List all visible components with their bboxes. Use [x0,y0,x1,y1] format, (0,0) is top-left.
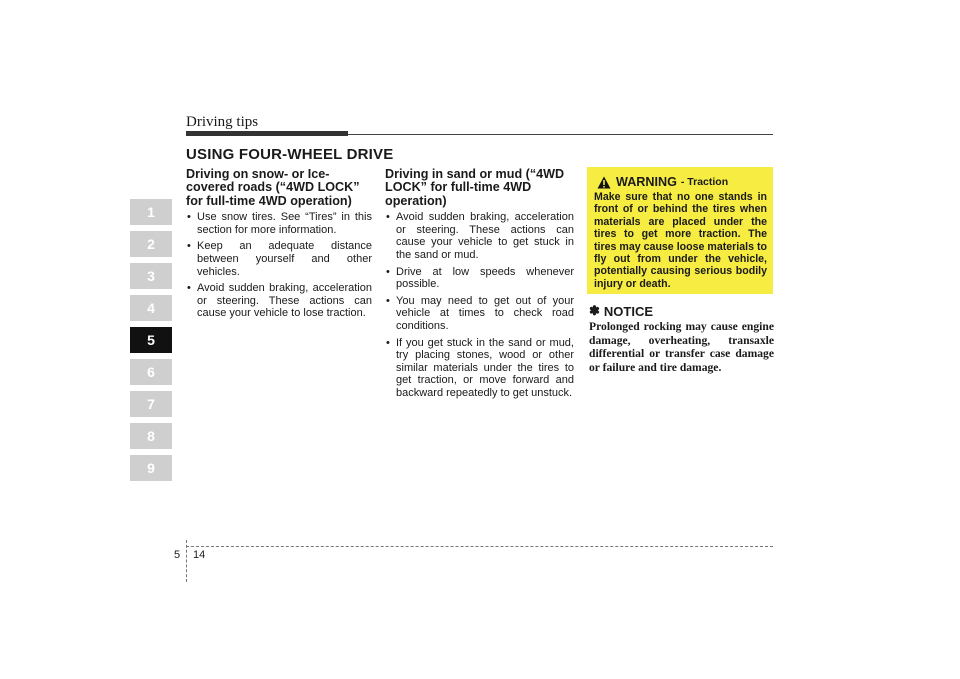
list-item: • Drive at low speeds whenever possible. [385,266,574,291]
chapter-tab-7[interactable] [130,391,172,417]
notice-asterisk-icon: ✽ [589,303,600,318]
chapter-tab-5[interactable] [130,327,172,353]
list-item: • Use snow tires. See “Tires” in this section for more information. [186,211,372,236]
sand-bullet-list [385,211,574,399]
section-title: USING FOUR-WHEEL DRIVE [186,146,394,163]
chapter-tab-label: 6 [147,364,155,380]
chapter-tab-label: 3 [147,268,155,284]
chapter-tab-label: 2 [147,236,155,252]
chapter-tab-8[interactable] [130,423,172,449]
list-item: • Keep an adequate distance between yourself and other vehicles. [186,240,372,278]
footer-chapter-number: 5 [174,549,181,561]
sand-heading: Driving in sand or mud (“4WD LOCK” for full-time 4WD operation) [385,167,565,208]
chapter-tab-label: 4 [147,300,155,316]
warning-body: Make sure that no one stands in front of or behind the tires when materials are placed under the tires to get more traction. The tires may cause loose materials to fly out from under the vehicle, potentially causing serious bodily injury or death. [594,191,767,290]
list-item: • Avoid sudden braking, acceleration or steering. These actions can cause your vehicle to lose traction. [186,282,372,320]
chapter-tab-label: 8 [147,428,155,444]
list-item: • Avoid sudden braking, acceleration or steering. These actions can cause your vehicle to get stuck in the sand or mud. [385,211,574,261]
warning-header [594,175,767,189]
notice-body: Prolonged rocking may cause engine damage, overheating, transaxle differential or transfer case damage or failure and tire damage. [589,320,774,374]
warning-box [587,167,773,294]
snow-section [186,168,372,324]
warning-title: WARNING [616,175,677,189]
chapter-tab-label: 7 [147,396,155,412]
header-rule [348,134,773,135]
chapter-tab-6[interactable] [130,359,172,385]
snow-bullet-list [186,211,372,320]
chapter-tab-label: 1 [147,204,155,220]
chapter-tab-4[interactable] [130,295,172,321]
warning-subtitle: - Traction [680,176,729,188]
chapter-tab-label: 9 [147,460,155,476]
warning-triangle-icon [597,176,611,189]
chapter-tab-3[interactable] [130,263,172,289]
chapter-tab-9[interactable] [130,455,172,481]
chapter-title: Driving tips [186,114,259,130]
notice-title: NOTICE [603,303,654,319]
chapter-tab-label: 5 [147,332,155,348]
chapter-tab-1[interactable] [130,199,172,225]
footer-page-number: 14 [193,549,206,561]
list-item: • If you get stuck in the sand or mud, try placing stones, wood or other similar materials under the tires to get traction, or move forward and backward repeatedly to get unstuck. [385,337,574,400]
chapter-tab-2[interactable] [130,231,172,257]
sand-section [385,168,574,404]
notice-heading [589,303,653,319]
footer-rule [186,546,773,547]
footer-divider [186,540,187,582]
header-bar [186,131,348,136]
list-item: • You may need to get out of your vehicle at times to check road conditions. [385,295,574,333]
snow-heading: Driving on snow- or Ice-covered roads (“4WD LOCK” for full-time 4WD operation) [186,167,360,208]
